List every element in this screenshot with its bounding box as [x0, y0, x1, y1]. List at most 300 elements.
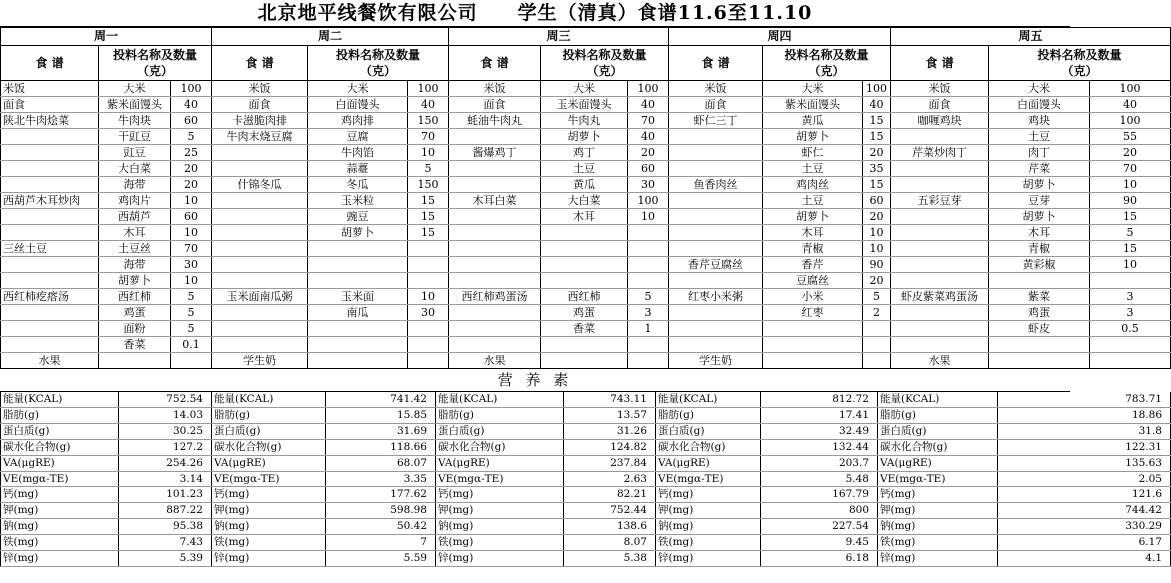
dish-name-cell: 面食	[1, 97, 99, 113]
amount-cell: 15	[408, 225, 449, 241]
amount-cell: 90	[1090, 193, 1171, 209]
nutrient-label: 脂肪(g)	[436, 407, 564, 423]
amount-cell: 3	[1090, 289, 1171, 305]
ingredient-cell: 木耳	[989, 225, 1090, 241]
nutrient-label: 钠(mg)	[212, 519, 326, 535]
nutrient-value-mon: 14.03	[119, 407, 212, 423]
nutrient-value-wed: 31.26	[564, 423, 656, 439]
menu-row	[1, 273, 1171, 289]
dish-name-cell	[1, 209, 99, 225]
ingredient-cell: 牛肉块	[99, 113, 171, 129]
dish-name-cell	[669, 273, 763, 289]
fruit-cell-wed: 水果	[449, 353, 541, 369]
amount-cell: 60	[863, 193, 891, 209]
nutrient-label: 蛋白质(g)	[878, 423, 998, 439]
dish-name-cell	[891, 305, 989, 321]
dish-name-cell	[449, 209, 541, 225]
nutrient-value-wed: 2.63	[564, 471, 656, 487]
nutrient-value-fri: 122.31	[998, 439, 1171, 455]
nutrient-value-fri: 18.86	[998, 407, 1171, 423]
dish-name-cell	[1, 337, 99, 353]
ingredient-cell	[541, 273, 628, 289]
dish-name-cell: 卡滋脆肉排	[212, 113, 308, 129]
fruit-empty-cell	[308, 353, 408, 369]
nutrient-label: 钠(mg)	[656, 519, 761, 535]
ingredient-cell: 面粉	[99, 321, 171, 337]
dish-name-cell	[891, 209, 989, 225]
amount-cell: 150	[408, 177, 449, 193]
nutrition-row	[1, 487, 1171, 503]
nutrient-value-thu: 17.41	[761, 407, 878, 423]
ingredient-cell	[541, 337, 628, 353]
menu-row	[1, 177, 1171, 193]
nutrient-value-thu: 812.72	[761, 392, 878, 407]
nutrient-value-wed: 743.11	[564, 392, 656, 407]
ingredient-cell: 鸡肉丝	[763, 177, 863, 193]
nutrient-value-fri: 6.17	[998, 535, 1171, 551]
dish-name-cell	[212, 193, 308, 209]
amount-cell	[863, 337, 891, 353]
ingredient-cell: 鸡蛋	[989, 305, 1090, 321]
amount-cell: 150	[408, 113, 449, 129]
amount-cell: 5	[171, 321, 212, 337]
menu-row	[1, 193, 1171, 209]
nutrient-value-tue: 598.98	[326, 503, 436, 519]
fruit-empty-cell	[863, 353, 891, 369]
fruit-empty-cell	[989, 353, 1090, 369]
dish-name-cell	[212, 225, 308, 241]
dish-name-cell	[669, 225, 763, 241]
amount-cell	[628, 257, 669, 273]
nutrition-row	[1, 519, 1171, 535]
nutrient-label: 钙(mg)	[212, 487, 326, 503]
ingredient-cell: 青椒	[989, 241, 1090, 257]
amount-cell: 5	[408, 161, 449, 177]
ingredient-header-unit: （克）	[136, 64, 173, 78]
dish-name-cell	[449, 273, 541, 289]
ingredient-cell: 西红柿	[541, 289, 628, 305]
nutrient-label: VE(mgα-TE)	[212, 471, 326, 487]
nutrient-label: 铁(mg)	[212, 535, 326, 551]
nutrient-value-thu: 5.48	[761, 471, 878, 487]
dish-header: 食 谱	[669, 46, 763, 81]
amount-cell: 100	[1090, 113, 1171, 129]
ingredient-cell: 大白菜	[541, 193, 628, 209]
amount-cell: 0.1	[171, 337, 212, 353]
dish-name-cell: 虾皮紫菜鸡蛋汤	[891, 289, 989, 305]
amount-cell: 20	[171, 177, 212, 193]
nutrient-label: VE(mgα-TE)	[436, 471, 564, 487]
ingredient-cell: 大米	[541, 81, 628, 97]
dish-name-cell	[212, 273, 308, 289]
nutrient-label: 碳水化合物(g)	[656, 439, 761, 455]
ingredient-cell: 土豆	[763, 193, 863, 209]
menu-row	[1, 225, 1171, 241]
ingredient-cell: 鸡蛋	[541, 305, 628, 321]
menu-row	[1, 337, 1171, 353]
dish-name-cell	[1, 321, 99, 337]
nutrient-label: 蛋白质(g)	[1, 423, 119, 439]
nutrient-label: 脂肪(g)	[656, 407, 761, 423]
dish-name-cell	[1, 145, 99, 161]
nutrition-row	[1, 407, 1171, 423]
menu-row	[1, 209, 1171, 225]
nutrient-label: VE(mgα-TE)	[878, 471, 998, 487]
ingredient-cell: 白面馒头	[308, 97, 408, 113]
ingredient-cell: 胡萝卜	[308, 225, 408, 241]
dish-name-cell	[212, 161, 308, 177]
ingredient-cell: 大米	[763, 81, 863, 97]
menu-row	[1, 289, 1171, 305]
amount-cell: 10	[863, 225, 891, 241]
nutrient-value-fri: 135.63	[998, 455, 1171, 471]
amount-cell: 60	[171, 209, 212, 225]
ingredient-cell: 紫米面馒头	[99, 97, 171, 113]
nutrient-value-fri: 2.05	[998, 471, 1171, 487]
nutrition-table	[0, 392, 1171, 567]
amount-cell: 40	[628, 97, 669, 113]
dish-name-cell: 西葫芦木耳炒肉	[1, 193, 99, 209]
nutrient-label: 钾(mg)	[656, 503, 761, 519]
nutrient-label: 碳水化合物(g)	[878, 439, 998, 455]
dish-name-cell	[1, 129, 99, 145]
nutrient-label: VA(μgRE)	[436, 455, 564, 471]
column-header-row	[1, 46, 1171, 81]
amount-cell: 100	[171, 81, 212, 97]
dish-name-cell	[891, 177, 989, 193]
day-header-row	[1, 28, 1171, 46]
nutrient-value-mon: 127.2	[119, 439, 212, 455]
dish-name-cell	[669, 321, 763, 337]
amount-cell: 10	[1090, 257, 1171, 273]
amount-cell: 1	[628, 321, 669, 337]
amount-cell: 10	[628, 209, 669, 225]
ingredient-cell: 海带	[99, 257, 171, 273]
ingredient-cell: 大米	[989, 81, 1090, 97]
ingredient-cell: 黄瓜	[541, 177, 628, 193]
nutrient-value-tue: 50.42	[326, 519, 436, 535]
ingredient-cell: 鸡蛋	[99, 305, 171, 321]
nutrition-row	[1, 392, 1171, 407]
ingredient-cell	[763, 337, 863, 353]
nutrient-label: VA(μgRE)	[656, 455, 761, 471]
amount-cell	[408, 273, 449, 289]
nutrient-label: 铁(mg)	[656, 535, 761, 551]
amount-cell: 15	[863, 129, 891, 145]
ingredient-header-unit: （克）	[808, 64, 845, 78]
amount-cell: 20	[863, 273, 891, 289]
dish-header: 食 谱	[449, 46, 541, 81]
ingredient-header-unit: （克）	[586, 64, 623, 78]
ingredient-cell: 木耳	[99, 225, 171, 241]
amount-cell: 10	[171, 273, 212, 289]
amount-cell: 55	[1090, 129, 1171, 145]
ingredient-cell: 木耳	[541, 209, 628, 225]
fruit-empty-cell	[541, 353, 628, 369]
dish-name-cell	[449, 305, 541, 321]
ingredient-header-unit: （克）	[1061, 64, 1098, 78]
nutrient-label: 钙(mg)	[878, 487, 998, 503]
nutrient-label: 能量(KCAL)	[878, 392, 998, 407]
dish-name-cell	[669, 241, 763, 257]
dish-name-cell: 陕北牛肉烩菜	[1, 113, 99, 129]
dish-name-cell	[212, 209, 308, 225]
amount-cell: 3	[1090, 305, 1171, 321]
nutrition-row	[1, 455, 1171, 471]
amount-cell: 20	[863, 209, 891, 225]
nutrient-value-mon: 887.22	[119, 503, 212, 519]
dish-name-cell	[669, 337, 763, 353]
amount-cell: 3	[628, 305, 669, 321]
amount-cell: 5	[171, 305, 212, 321]
ingredient-cell: 南瓜	[308, 305, 408, 321]
dish-header: 食 谱	[212, 46, 308, 81]
dish-name-cell	[891, 273, 989, 289]
amount-cell	[408, 257, 449, 273]
day-label-tue: 周二	[212, 28, 449, 46]
ingredient-cell	[763, 321, 863, 337]
nutrient-label: 蛋白质(g)	[212, 423, 326, 439]
nutrient-value-thu: 9.45	[761, 535, 878, 551]
nutrient-label: 铁(mg)	[1, 535, 119, 551]
nutrient-value-thu: 203.7	[761, 455, 878, 471]
dish-name-cell: 面食	[891, 97, 989, 113]
dish-header: 食 谱	[1, 46, 99, 81]
nutrient-value-tue: 31.69	[326, 423, 436, 439]
amount-cell: 40	[628, 129, 669, 145]
nutrient-label: 脂肪(g)	[878, 407, 998, 423]
ingredient-cell	[308, 241, 408, 257]
amount-cell: 5	[628, 289, 669, 305]
nutrient-label: 钾(mg)	[878, 503, 998, 519]
nutrient-label: 碳水化合物(g)	[436, 439, 564, 455]
ingredient-cell: 豌豆	[308, 209, 408, 225]
dish-name-cell: 什锦冬瓜	[212, 177, 308, 193]
ingredient-cell: 豆芽	[989, 193, 1090, 209]
ingredient-cell: 玉米面馒头	[541, 97, 628, 113]
dish-name-cell: 五彩豆芽	[891, 193, 989, 209]
ingredient-cell	[308, 321, 408, 337]
fruit-cell-tue: 学生奶	[212, 353, 308, 369]
ingredient-header	[99, 46, 212, 81]
nutrient-value-wed: 237.84	[564, 455, 656, 471]
menu-row	[1, 145, 1171, 161]
amount-cell: 15	[1090, 241, 1171, 257]
fruit-cell-mon: 水果	[1, 353, 99, 369]
ingredient-cell: 鸡块	[989, 113, 1090, 129]
dish-name-cell: 米饭	[212, 81, 308, 97]
dish-name-cell	[212, 145, 308, 161]
nutrient-label: 锌(mg)	[212, 551, 326, 567]
nutrient-value-thu: 6.18	[761, 551, 878, 567]
nutrient-value-tue: 741.42	[326, 392, 436, 407]
ingredient-cell: 木耳	[763, 225, 863, 241]
nutrient-value-mon: 5.39	[119, 551, 212, 567]
ingredient-cell: 胡萝卜	[763, 129, 863, 145]
amount-cell	[1090, 273, 1171, 289]
nutrient-value-fri: 744.42	[998, 503, 1171, 519]
ingredient-cell: 胡萝卜	[989, 177, 1090, 193]
dish-name-cell	[891, 129, 989, 145]
fruit-empty-cell	[171, 353, 212, 369]
ingredient-cell: 蒜薹	[308, 161, 408, 177]
day-label-wed: 周三	[449, 28, 669, 46]
dish-name-cell: 芹菜炒肉丁	[891, 145, 989, 161]
amount-cell: 35	[863, 161, 891, 177]
fruit-empty-cell	[763, 353, 863, 369]
nutrient-label: 蛋白质(g)	[436, 423, 564, 439]
page-title	[0, 0, 1070, 27]
dish-name-cell	[1, 177, 99, 193]
amount-cell: 0.5	[1090, 321, 1171, 337]
fruit-empty-cell	[99, 353, 171, 369]
amount-cell: 10	[1090, 177, 1171, 193]
ingredient-cell: 冬瓜	[308, 177, 408, 193]
nutrient-value-mon: 3.14	[119, 471, 212, 487]
fruit-cell-fri: 水果	[891, 353, 989, 369]
nutrient-value-tue: 7	[326, 535, 436, 551]
nutrient-value-wed: 124.82	[564, 439, 656, 455]
ingredient-cell	[308, 257, 408, 273]
nutrition-row	[1, 439, 1171, 455]
dish-name-cell	[669, 305, 763, 321]
amount-cell: 40	[1090, 97, 1171, 113]
amount-cell: 30	[628, 177, 669, 193]
dish-name-cell	[212, 257, 308, 273]
ingredient-cell: 香菜	[99, 337, 171, 353]
amount-cell	[408, 337, 449, 353]
ingredient-cell: 香芹	[763, 257, 863, 273]
amount-cell: 5	[171, 289, 212, 305]
nutrient-label: VA(μgRE)	[1, 455, 119, 471]
nutrient-label: 钠(mg)	[878, 519, 998, 535]
ingredient-cell: 玉米粒	[308, 193, 408, 209]
nutrient-label: 铁(mg)	[436, 535, 564, 551]
dish-name-cell: 酱爆鸡丁	[449, 145, 541, 161]
dish-name-cell: 面食	[669, 97, 763, 113]
dish-name-cell	[1, 305, 99, 321]
amount-cell: 100	[628, 81, 669, 97]
nutrient-value-tue: 68.07	[326, 455, 436, 471]
amount-cell: 60	[171, 113, 212, 129]
dish-name-cell	[449, 241, 541, 257]
nutrient-value-thu: 132.44	[761, 439, 878, 455]
fruit-row	[1, 353, 1171, 369]
nutrient-label: 碳水化合物(g)	[212, 439, 326, 455]
dish-name-cell	[1, 273, 99, 289]
ingredient-header	[989, 46, 1171, 81]
dish-name-cell	[1, 257, 99, 273]
ingredient-header	[541, 46, 669, 81]
amount-cell: 5	[863, 289, 891, 305]
ingredient-cell: 土豆	[989, 129, 1090, 145]
fruit-empty-cell	[1090, 353, 1171, 369]
nutrient-value-fri: 330.29	[998, 519, 1171, 535]
nutrient-label: 铁(mg)	[878, 535, 998, 551]
ingredient-cell: 豇豆	[99, 145, 171, 161]
dish-name-cell: 香芹豆腐丝	[669, 257, 763, 273]
dish-name-cell	[212, 305, 308, 321]
dish-name-cell	[449, 177, 541, 193]
ingredient-cell: 鸡丁	[541, 145, 628, 161]
ingredient-cell: 鸡肉排	[308, 113, 408, 129]
ingredient-header-unit: （克）	[359, 64, 396, 78]
amount-cell: 40	[408, 97, 449, 113]
amount-cell: 10	[408, 145, 449, 161]
ingredient-header	[763, 46, 891, 81]
nutrient-value-fri: 783.71	[998, 392, 1171, 407]
nutrient-value-wed: 82.21	[564, 487, 656, 503]
nutrient-value-tue: 118.66	[326, 439, 436, 455]
ingredient-cell: 胡萝卜	[763, 209, 863, 225]
nutrient-label: 能量(KCAL)	[212, 392, 326, 407]
ingredient-cell: 西红柿	[99, 289, 171, 305]
nutrient-label: 脂肪(g)	[1, 407, 119, 423]
dish-name-cell	[449, 161, 541, 177]
fruit-empty-cell	[408, 353, 449, 369]
nutrient-value-mon: 95.38	[119, 519, 212, 535]
dish-name-cell	[669, 129, 763, 145]
dish-name-cell: 牛肉末烧豆腐	[212, 129, 308, 145]
ingredient-cell	[308, 337, 408, 353]
ingredient-header-label: 投料名称及数量	[562, 48, 647, 62]
nutrient-label: 蛋白质(g)	[656, 423, 761, 439]
amount-cell: 30	[171, 257, 212, 273]
menu-row	[1, 113, 1171, 129]
ingredient-cell: 胡萝卜	[99, 273, 171, 289]
menu-subtitle: 学生（清真）食谱11.6至11.10	[517, 2, 813, 24]
ingredient-cell: 黄瓜	[763, 113, 863, 129]
day-label-thu: 周四	[669, 28, 891, 46]
ingredient-cell: 豆腐	[308, 129, 408, 145]
nutrient-value-thu: 32.49	[761, 423, 878, 439]
dish-name-cell	[212, 321, 308, 337]
nutrient-label: 能量(KCAL)	[436, 392, 564, 407]
ingredient-cell	[989, 337, 1090, 353]
amount-cell	[863, 321, 891, 337]
amount-cell: 90	[863, 257, 891, 273]
ingredient-cell	[541, 225, 628, 241]
menu-row	[1, 161, 1171, 177]
amount-cell: 5	[171, 129, 212, 145]
dish-name-cell: 面食	[212, 97, 308, 113]
menu-row	[1, 97, 1171, 113]
amount-cell	[408, 241, 449, 257]
ingredient-cell	[541, 241, 628, 257]
ingredient-cell: 白面馒头	[989, 97, 1090, 113]
ingredient-header-label: 投料名称及数量	[112, 48, 197, 62]
dish-name-cell: 米饭	[449, 81, 541, 97]
dish-name-cell: 红枣小米粥	[669, 289, 763, 305]
amount-cell: 15	[863, 177, 891, 193]
nutrient-value-wed: 752.44	[564, 503, 656, 519]
amount-cell: 70	[628, 113, 669, 129]
nutrient-label: 锌(mg)	[1, 551, 119, 567]
dish-name-cell	[669, 209, 763, 225]
nutrient-label: 钾(mg)	[436, 503, 564, 519]
dish-name-cell	[212, 337, 308, 353]
dish-name-cell: 虾仁三丁	[669, 113, 763, 129]
nutrient-label: 钾(mg)	[212, 503, 326, 519]
amount-cell: 15	[1090, 209, 1171, 225]
ingredient-cell: 芹菜	[989, 161, 1090, 177]
ingredient-cell	[541, 257, 628, 273]
nutrient-label: 脂肪(g)	[212, 407, 326, 423]
dish-name-cell: 咖喱鸡块	[891, 113, 989, 129]
amount-cell: 60	[628, 161, 669, 177]
ingredient-cell: 紫菜	[989, 289, 1090, 305]
dish-name-cell	[891, 225, 989, 241]
